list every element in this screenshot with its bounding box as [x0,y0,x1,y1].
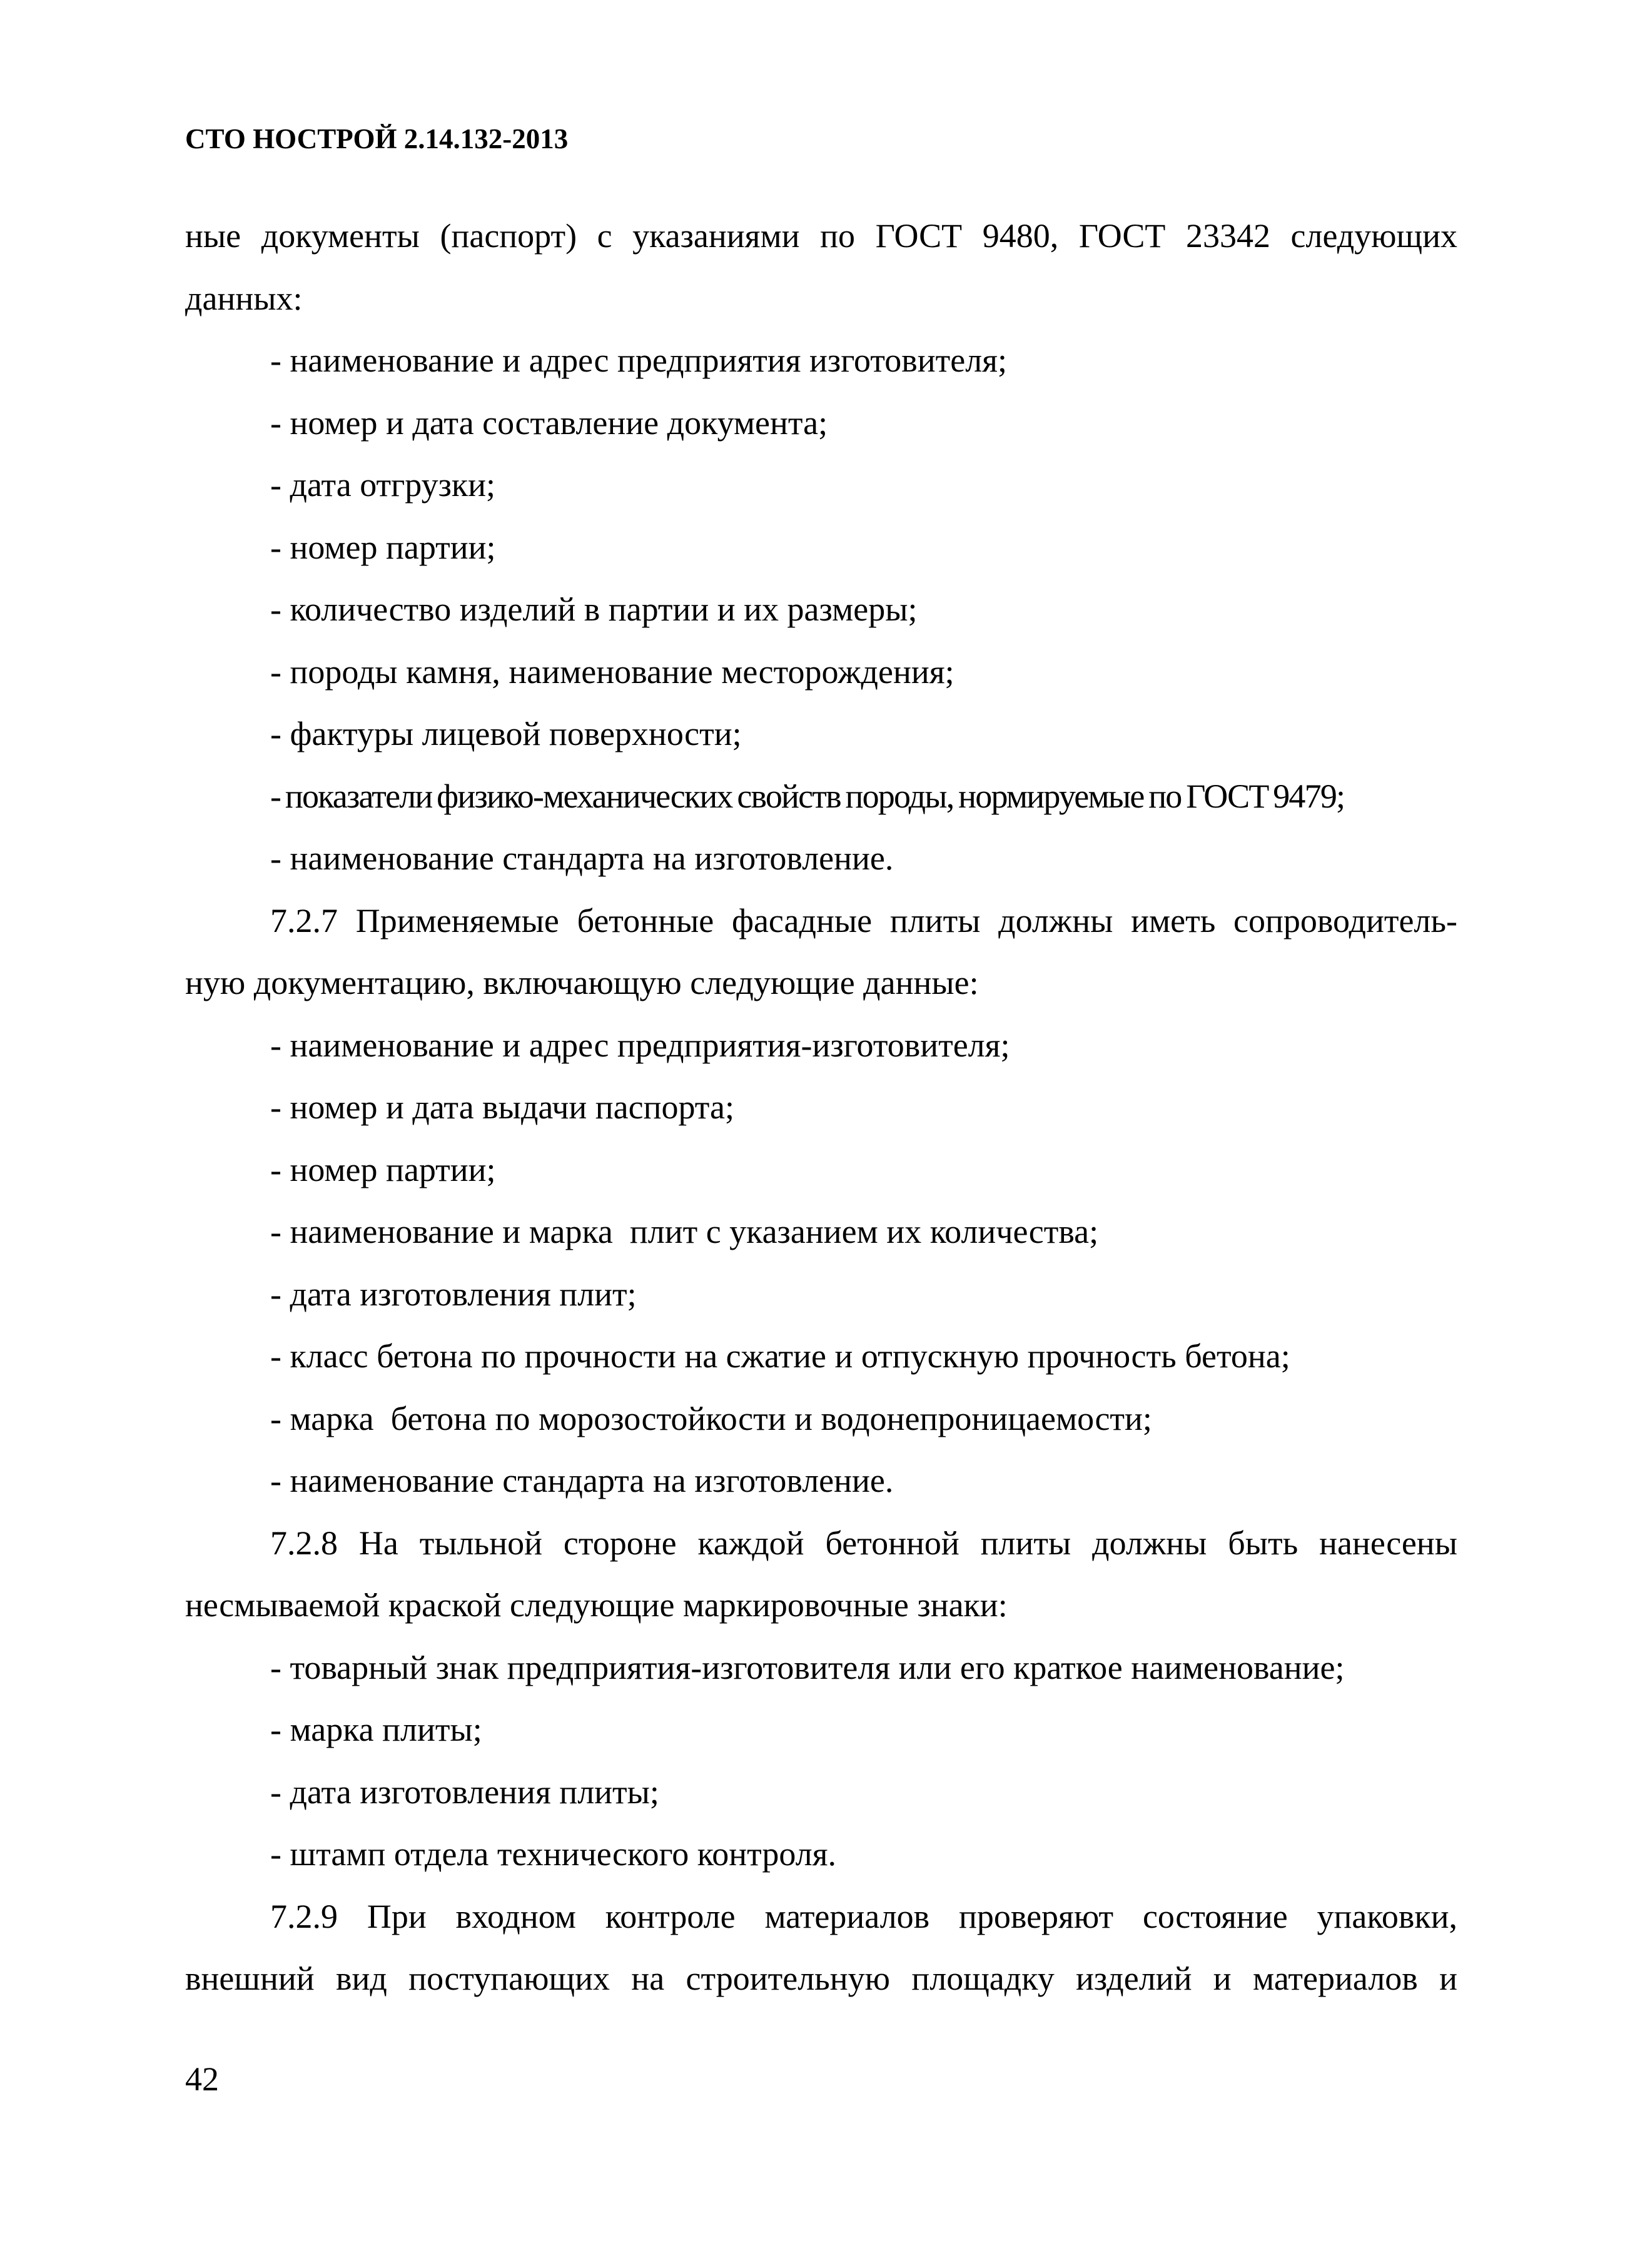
document-header-title: СТО НОСТРОЙ 2.14.132-2013 [185,123,569,154]
list-item: - породы камня, наименование месторождения; [270,652,954,691]
list-item: - номер и дата составление документа; [270,403,828,442]
clause-7-2-7: 7.2.7 Применяемые бетонные фасадные плиты должны иметь сопроводитель- [270,901,1457,939]
list-item: - дата отгрузки; [270,466,496,504]
document-body [185,205,1457,2010]
text-line: несмываемой краской следующие маркировочные знаки: [185,1586,1008,1624]
list-item: - наименование и адрес предприятия-изготовителя; [270,1026,1010,1064]
list-item: - товарный знак предприятия-изготовителя или его краткое наименование; [270,1648,1345,1686]
clause-7-2-9: 7.2.9 При входном контроле материалов проверяют состояние упаковки, [270,1897,1457,1935]
list-item: - фактуры лицевой поверхности; [270,715,742,752]
list-item: - номер и дата выдачи паспорта; [270,1088,735,1126]
list-item: - дата изготовления плит; [270,1275,637,1313]
text-line: ную документацию, включающую следующие данные: [185,964,979,1001]
list-item: - номер партии; [270,1150,496,1188]
list-item: - класс бетона по прочности на сжатие и отпускную прочность бетона; [270,1337,1290,1375]
list-item: - марка плиты; [270,1711,482,1748]
text-line: внешний вид поступающих на строительную площадку изделий и материалов и [185,1960,1457,1997]
clause-7-2-8: 7.2.8 На тыльной стороне каждой бетонной плиты должны быть нанесены [270,1524,1457,1562]
list-item: - наименование и адрес предприятия изготовителя; [270,342,1007,379]
text-line: ные документы (паспорт) с указаниями по ГОСТ 9480, ГОСТ 23342 следующих [185,217,1457,255]
list-item: - количество изделий в партии и их размеры; [270,590,918,628]
list-item: - показатели физико-механических свойств породы, нормируемые по ГОСТ 9479; [270,777,1345,815]
list-item: - штамп отдела технического контроля. [270,1835,837,1873]
list-item: - номер партии; [270,528,496,566]
list-item: - дата изготовления плиты; [270,1773,659,1811]
page-number: 42 [185,2060,219,2098]
list-item: - наименование стандарта на изготовление. [270,839,894,877]
list-item: - наименование стандарта на изготовление. [270,1462,894,1499]
text-line: данных: [185,279,303,317]
list-item: - марка бетона по морозостойкости и водонепроницаемости; [270,1399,1152,1437]
list-item: - наименование и марка плит с указанием их количества; [270,1213,1099,1250]
